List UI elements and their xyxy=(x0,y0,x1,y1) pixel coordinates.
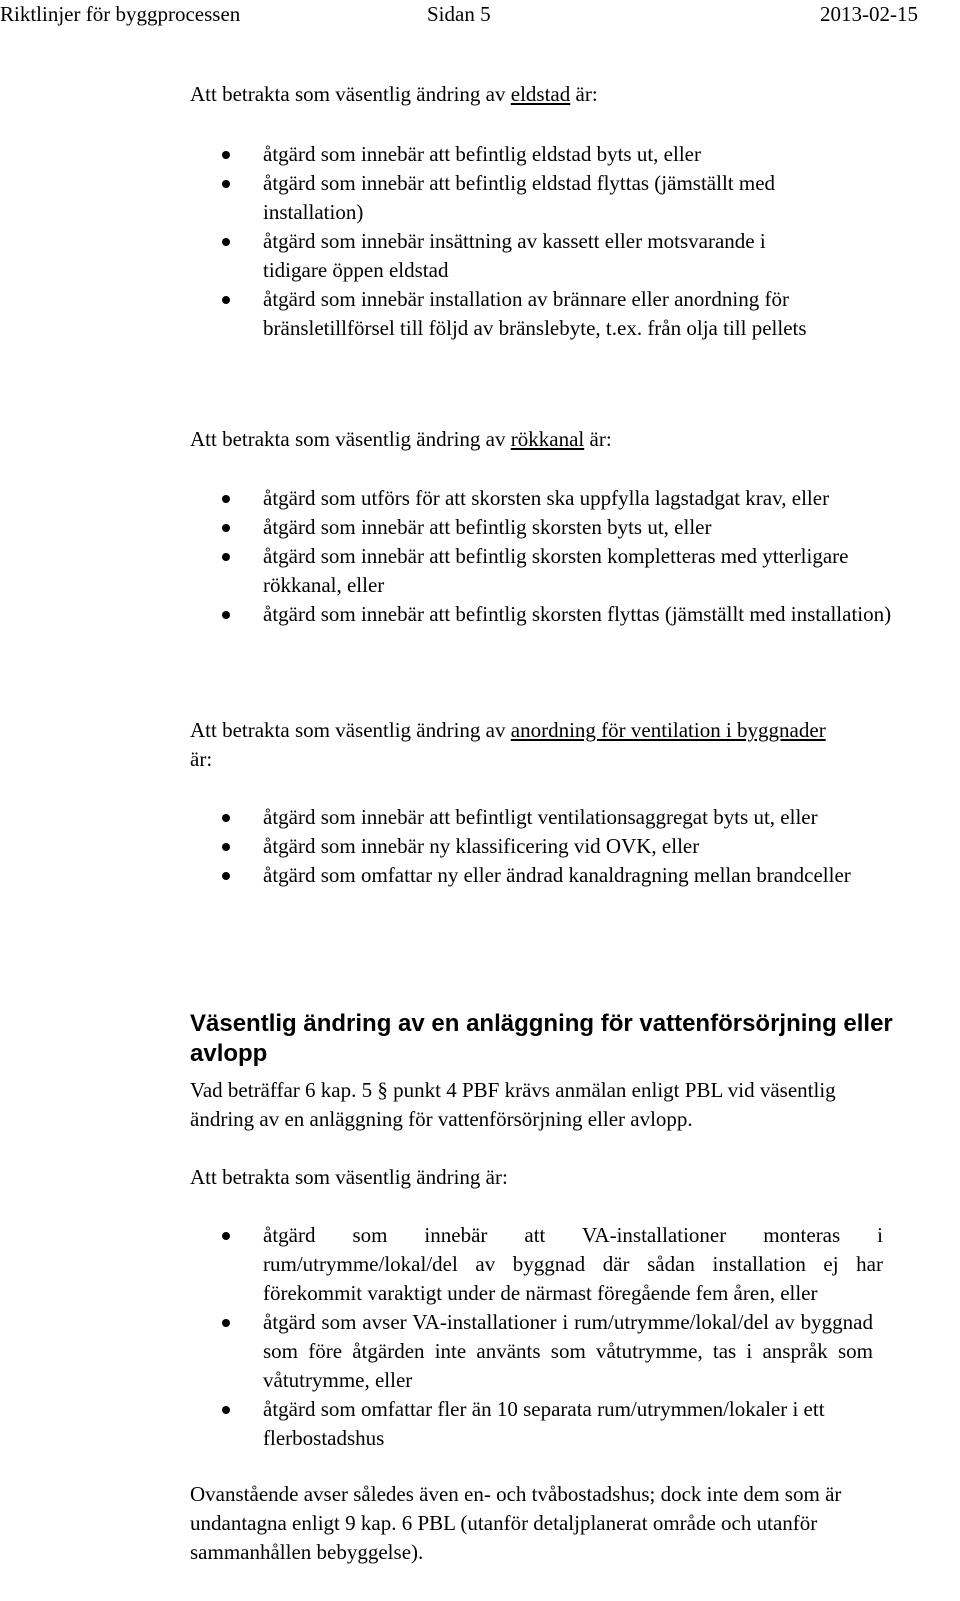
list-item: åtgärd som omfattar ny eller ändrad kanaldragning mellan brandceller xyxy=(222,861,853,890)
ventilation-intro-suffix: är: xyxy=(190,747,213,771)
list-item: åtgärd som innebär ny klassificering vid OVK, eller xyxy=(222,832,942,861)
rokkanal-intro xyxy=(190,425,612,454)
list-item: åtgärd som avser VA-installationer i rum/utrymme/lokal/del av byggnad som före åtgärden inte använts som våtutrymme, tas i anspråk som våtutrymme, eller xyxy=(222,1308,873,1395)
list-item: åtgärd som innebär att VA-installationer monteras i rum/utrymme/lokal/del av byggnad där sådan installation ej har förekommit varaktigt under de närmast föregående fem åren, eller xyxy=(222,1221,883,1308)
ventilation-list xyxy=(222,803,942,890)
rokkanal-intro-suffix: är: xyxy=(584,427,612,451)
section-heading: Väsentlig ändring av en anläggning för vattenförsörjning eller avlopp xyxy=(190,1010,893,1067)
list-item: åtgärd som utförs för att skorsten ska uppfylla lagstadgat krav, eller xyxy=(222,484,942,513)
list-item: åtgärd som innebär installation av brännare eller anordning för bränsletillförsel till följd av bränslebyte, t.ex. från olja till pellets xyxy=(222,285,883,343)
eldstad-intro-suffix: är: xyxy=(570,82,598,106)
rokkanal-intro-prefix: Att betrakta som väsentlig ändring av xyxy=(190,427,511,451)
list-item: åtgärd som innebär att befintlig skorsten byts ut, eller xyxy=(222,513,942,542)
ventilation-intro-prefix: Att betrakta som väsentlig ändring av xyxy=(190,718,511,742)
eldstad-intro xyxy=(190,80,598,109)
list-item: åtgärd som innebär att befintlig skorsten kompletteras med ytterligare rökkanal, eller xyxy=(222,542,853,600)
document-title: Riktlinjer för byggprocessen xyxy=(0,2,241,26)
page-number: Sidan 5 xyxy=(427,2,491,26)
document-date: 2013-02-15 xyxy=(820,2,918,26)
list-item: åtgärd som innebär insättning av kassett eller motsvarande i tidigare öppen eldstad xyxy=(222,227,833,285)
rokkanal-term: rökkanal xyxy=(510,427,585,451)
vatten-list xyxy=(222,1221,912,1453)
eldstad-term: eldstad xyxy=(510,82,571,106)
eldstad-list xyxy=(222,140,862,343)
closing-paragraph: Ovanstående avser således även en- och tvåbostadshus; dock inte dem som är undantagna enligt 9 kap. 6 PBL (utanför detaljplanerat område och utanför sammanhållen bebyggelse). xyxy=(190,1482,842,1564)
list-item: åtgärd som innebär att befintlig eldstad flyttas (jämställt med installation) xyxy=(222,169,833,227)
rokkanal-list xyxy=(222,484,942,629)
list-item: åtgärd som innebär att befintlig skorsten flyttas (jämställt med installation) xyxy=(222,600,893,629)
list-item: åtgärd som innebär att befintligt ventilationsaggregat byts ut, eller xyxy=(222,803,942,832)
eldstad-intro-prefix: Att betrakta som väsentlig ändring av xyxy=(190,82,511,106)
list-item: åtgärd som omfattar fler än 10 separata rum/utrymmen/lokaler i ett flerbostadshus xyxy=(222,1395,893,1453)
ventilation-intro xyxy=(190,716,950,774)
vatten-intro: Att betrakta som väsentlig ändring är: xyxy=(190,1165,508,1189)
vatten-paragraph: Vad beträffar 6 kap. 5 § punkt 4 PBF krävs anmälan enligt PBL vid väsentlig ändring av en anläggning för vattenförsörjning eller avlopp. xyxy=(190,1078,836,1131)
ventilation-term: anordning för ventilation i byggnader xyxy=(510,718,826,742)
list-item: åtgärd som innebär att befintlig eldstad byts ut, eller xyxy=(222,140,862,169)
